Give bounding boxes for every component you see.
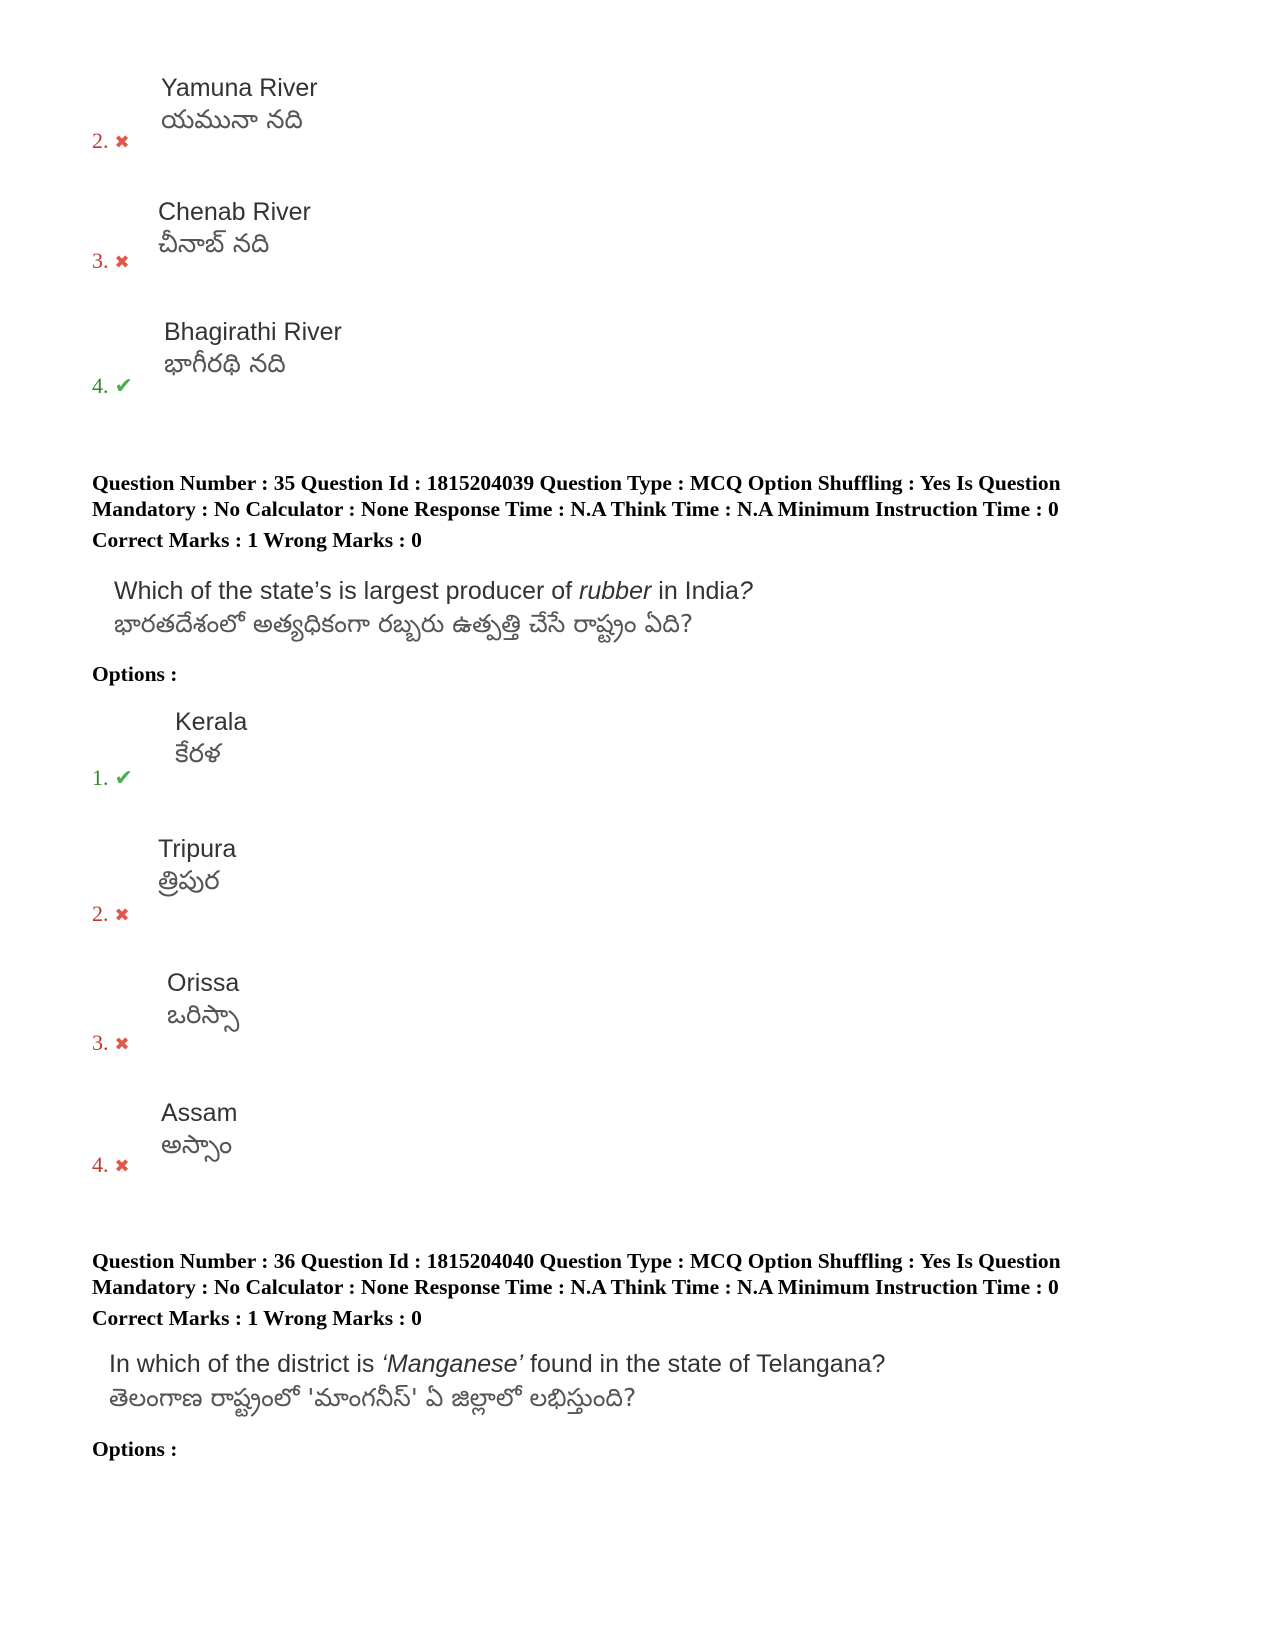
q35-option-3-marker	[92, 1030, 130, 1056]
option-number: 4.	[92, 373, 109, 398]
question-36-text-telugu: తెలంగాణ రాష్ట్రంలో 'మాంగనీస్' ఏ జిల్లాలో లభిస్తుంది?	[109, 1383, 637, 1412]
option-2-marker	[92, 128, 130, 154]
option-number: 1.	[92, 765, 109, 790]
question-36-marks: Correct Marks : 1 Wrong Marks : 0	[92, 1306, 422, 1330]
q35-option-2-english: Tripura	[158, 835, 237, 863]
q35-option-4-marker	[92, 1152, 130, 1178]
option-number: 2.	[92, 901, 109, 926]
options-label: Options :	[92, 662, 178, 686]
option-3-english: Chenab River	[158, 198, 311, 226]
check-icon: ✔	[114, 374, 133, 399]
option-4-marker	[92, 373, 133, 399]
question-35-marks: Correct Marks : 1 Wrong Marks : 0	[92, 528, 422, 552]
option-2-english: Yamuna River	[161, 74, 318, 102]
q35-option-2-telugu: త్రిపుర	[158, 866, 220, 896]
question-36-meta-line1: Question Number : 36 Question Id : 1815204040 Question Type : MCQ Option Shuffling : Yes Is Question	[92, 1249, 1061, 1273]
q35-option-3-english: Orissa	[167, 969, 240, 997]
cross-icon: ✖	[114, 252, 130, 273]
option-4-telugu: భాగీరథి నది	[164, 349, 286, 379]
option-number: 3.	[92, 1030, 109, 1055]
q35-option-2-marker	[92, 901, 130, 927]
check-icon: ✔	[114, 766, 133, 791]
option-3-marker	[92, 248, 130, 274]
cross-icon: ✖	[114, 132, 130, 153]
q35-option-1-marker	[92, 765, 133, 791]
cross-icon: ✖	[114, 1034, 130, 1055]
q35-option-1-telugu: కేరళ	[175, 739, 221, 769]
options-label: Options :	[92, 1437, 178, 1461]
question-35-text-telugu: భారతదేశంలో అత్యధికంగా రబ్బరు ఉత్పత్తి చేసే రాష్ట్రం ఏది?	[114, 609, 694, 638]
option-4-english: Bhagirathi River	[164, 318, 342, 346]
question-36-text-english: In which of the district is ‘Manganese’ found in the state of Telangana?	[109, 1350, 886, 1378]
option-number: 3.	[92, 248, 109, 273]
q35-option-1-english: Kerala	[175, 708, 248, 736]
q35-option-4-telugu: అస్సాం	[161, 1130, 233, 1160]
cross-icon: ✖	[114, 905, 130, 926]
option-2-telugu: యమునా నది	[161, 105, 303, 135]
question-35-text-english: Which of the state’s is largest producer of rubber in India?	[114, 577, 753, 605]
option-number: 4.	[92, 1152, 109, 1177]
question-35-meta-line1: Question Number : 35 Question Id : 1815204039 Question Type : MCQ Option Shuffling : Yes Is Question	[92, 471, 1061, 495]
question-35-meta-line2: Mandatory : No Calculator : None Response Time : N.A Think Time : N.A Minimum Instruction Time : 0	[92, 497, 1059, 521]
option-3-telugu: చీనాబ్ నది	[158, 229, 270, 259]
question-36-meta-line2: Mandatory : No Calculator : None Response Time : N.A Think Time : N.A Minimum Instruction Time : 0	[92, 1275, 1059, 1299]
q35-option-4-english: Assam	[161, 1099, 238, 1127]
cross-icon: ✖	[114, 1156, 130, 1177]
q35-option-3-telugu: ఒరిస్సా	[167, 1000, 240, 1030]
option-number: 2.	[92, 128, 109, 153]
